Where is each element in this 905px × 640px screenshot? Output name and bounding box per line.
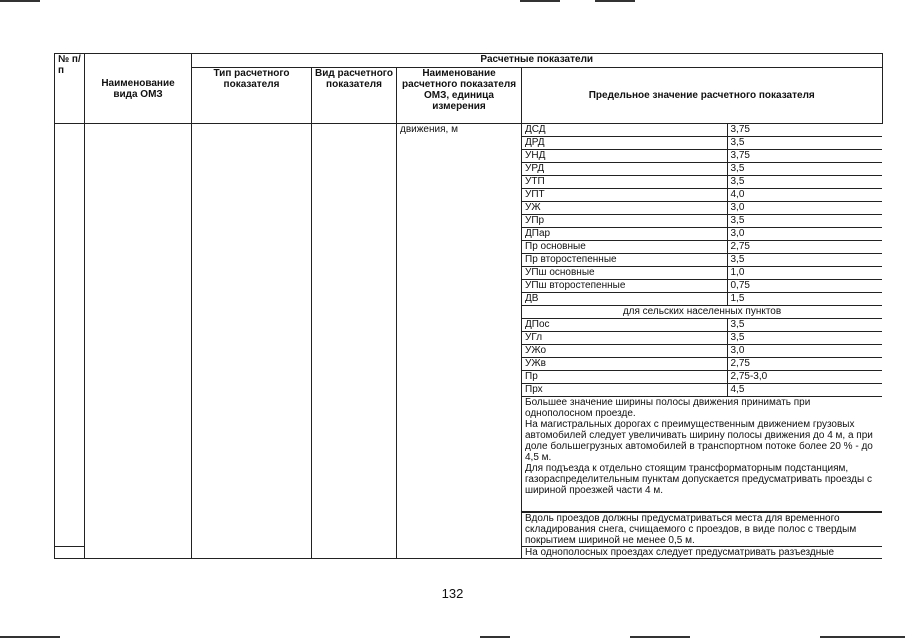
- limit-row: [522, 124, 882, 137]
- limit-values-table: [522, 124, 882, 512]
- lane-width-value: 1,5: [727, 293, 882, 306]
- norms-table: [54, 53, 883, 559]
- lane-width-value: 3,5: [727, 163, 882, 176]
- note-passing-places: На однополосных проездах следует предусматривать разъездные: [525, 547, 835, 558]
- header-calc-indicators: Расчетные показатели: [192, 54, 883, 68]
- note-passing-places-cell: [522, 547, 883, 559]
- road-category: УЖ: [522, 202, 727, 215]
- road-category: УЖв: [522, 358, 727, 371]
- lane-width-value: 2,75: [727, 241, 882, 254]
- header-calc-type: Тип расчетного показателя: [192, 68, 312, 124]
- lane-width-value: 4,0: [727, 189, 882, 202]
- road-category: УПш основные: [522, 267, 727, 280]
- lane-width-value: 2,75-3,0: [727, 371, 882, 384]
- lane-width-value: 3,75: [727, 150, 882, 163]
- limit-row: [522, 371, 882, 384]
- note-snow-storage: Вдоль проездов должны предусматриваться места для временного складирования снега, счищаемого с проездов, в виде полос с твердым покрытием шириной не менее 0,5 м.: [525, 513, 857, 546]
- lane-width-value: 1,0: [727, 267, 882, 280]
- road-category: Пр второстепенные: [522, 254, 727, 267]
- limit-row: [522, 163, 882, 176]
- rural-section-row: [522, 306, 882, 319]
- note-snow-storage-cell: [522, 513, 883, 547]
- header-omz-type-name: Наименование вида ОМЗ: [85, 54, 192, 124]
- scan-artifact-line: [630, 636, 690, 638]
- lane-width-value: 4,5: [727, 384, 882, 397]
- cell-num-2: [55, 547, 85, 559]
- scan-artifact-line: [595, 0, 635, 2]
- road-category: Пр: [522, 371, 727, 384]
- lane-width-value: 3,0: [727, 202, 882, 215]
- limit-row: [522, 358, 882, 371]
- scan-artifact-line: [0, 0, 40, 2]
- cell-calc-name: движения, м: [397, 124, 522, 559]
- limit-row: [522, 215, 882, 228]
- scan-artifact-line: [480, 636, 510, 638]
- road-category: УПш второстепенные: [522, 280, 727, 293]
- limit-row: [522, 202, 882, 215]
- road-category: ДСД: [522, 124, 727, 137]
- lane-width-value: 2,75: [727, 358, 882, 371]
- road-category: ДПос: [522, 319, 727, 332]
- lane-width-value: 0,75: [727, 280, 882, 293]
- limit-row: [522, 345, 882, 358]
- rural-section-header: для сельских населенных пунктов: [522, 306, 882, 319]
- scan-artifact-line: [520, 0, 560, 2]
- road-category: ДРД: [522, 137, 727, 150]
- header-calc-kind: Вид расчетного показателя: [312, 68, 397, 124]
- scan-artifact-line: [0, 636, 60, 638]
- header-calc-name: Наименование расчетного показателя ОМЗ, единица измерения: [397, 68, 522, 124]
- road-category: УГл: [522, 332, 727, 345]
- road-category: УЖо: [522, 345, 727, 358]
- lane-width-value: 3,5: [727, 254, 882, 267]
- limit-row: [522, 280, 882, 293]
- note-lane-width: [522, 397, 882, 512]
- road-category: УПр: [522, 215, 727, 228]
- cell-calc-type: [192, 124, 312, 559]
- road-category: Прх: [522, 384, 727, 397]
- limit-row: [522, 293, 882, 306]
- limit-row: [522, 384, 882, 397]
- lane-width-value: 3,5: [727, 332, 882, 345]
- limit-row: [522, 332, 882, 345]
- note-lane-width-text: Большее значение ширины полосы движения принимать при однополосном проезде. На магистральных дорогах с преимущественным движением грузовых автомобилей следует увеличивать ширину полосы движения до 4 м, а при доле большегрузных автомобилей в транспортном потоке более 20 % - до 4,5 м. Для подъезда к отдельно стоящим трансформаторным подстанциям, газораспределительным пунктам допускается предусматривать проезды с шириной проезжей части 4 м.: [525, 397, 873, 496]
- lane-width-value: 3,5: [727, 215, 882, 228]
- page-number: 132: [441, 586, 464, 601]
- limit-row: [522, 254, 882, 267]
- lane-width-value: 3,75: [727, 124, 882, 137]
- cell-num: [55, 124, 85, 547]
- road-category: ДПар: [522, 228, 727, 241]
- lane-width-value: 3,5: [727, 176, 882, 189]
- cell-calc-kind: [312, 124, 397, 559]
- lane-width-value: 3,0: [727, 345, 882, 358]
- header-num: № п/п: [55, 54, 85, 124]
- limit-row: [522, 241, 882, 254]
- header-limit-value: Предельное значение расчетного показателя: [522, 68, 883, 124]
- limit-values-cell: [522, 124, 883, 513]
- road-category: УНД: [522, 150, 727, 163]
- limit-row: [522, 228, 882, 241]
- lane-width-value: 3,0: [727, 228, 882, 241]
- road-category: УПТ: [522, 189, 727, 202]
- limit-row: [522, 189, 882, 202]
- scan-artifact-line: [820, 636, 905, 638]
- lane-width-value: 3,5: [727, 319, 882, 332]
- limit-row: [522, 267, 882, 280]
- road-category: УРД: [522, 163, 727, 176]
- road-category: УТП: [522, 176, 727, 189]
- cell-omz-type-name: [85, 124, 192, 559]
- road-category: Пр основные: [522, 241, 727, 254]
- limit-row: [522, 319, 882, 332]
- limit-row: [522, 150, 882, 163]
- limit-row: [522, 176, 882, 189]
- limit-row: [522, 137, 882, 150]
- lane-width-value: 3,5: [727, 137, 882, 150]
- road-category: ДВ: [522, 293, 727, 306]
